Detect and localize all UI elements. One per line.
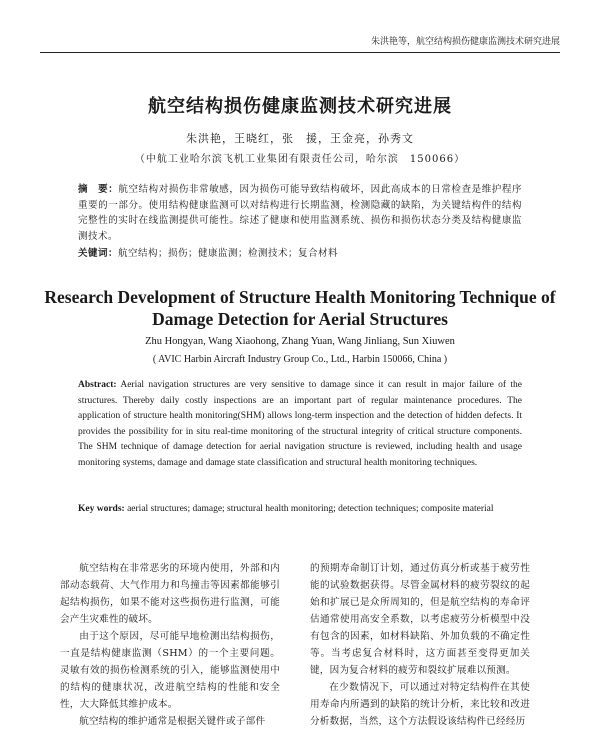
chinese-keywords-text: 航空结构；损伤；健康监测；检测技术；复合材料 bbox=[118, 248, 339, 259]
chinese-authors: 朱洪艳，王晓红，张 援，王金亮，孙秀文 bbox=[186, 132, 414, 145]
body-paragraph: 航空结构在非常恶劣的环境内使用，外部和内部动态载荷、大气作用力和鸟撞击等因素都能够引起结构损伤，如果不能对这些损伤进行监测，可能会产生灾难性的破坏。 bbox=[60, 563, 280, 625]
chinese-abstract bbox=[78, 182, 522, 244]
running-header bbox=[40, 30, 560, 53]
running-head-text: 朱洪艳等，航空结构损伤健康监测技术研究进展 bbox=[370, 37, 560, 47]
chinese-abstract-text: 航空结构对损伤非常敏感，因为损伤可能导致结构破坏，因此高成本的日常检查是维护程序重要的一部分。使用结构健康监测可以对结构进行长期监测，检测隐藏的缺陷，为关键结构件的结构完整性的实时在线监测提供可能性。综述了健康和使用监测系统、损伤和损伤状态分类及结构健康监测技术。 bbox=[78, 184, 522, 242]
chinese-title: 航空结构损伤健康监测技术研究进展 bbox=[148, 96, 452, 117]
body-paragraph: 航空结构的维护通常是根据关键件或子部件 bbox=[79, 716, 266, 727]
english-abstract bbox=[78, 378, 522, 471]
english-affiliation: ( AVIC Harbin Aircraft Industry Group Co., Ltd., Harbin 150066, China ) bbox=[152, 354, 448, 365]
body-paragraph: 在少数情况下，可以通过对特定结构件在其使用寿命内所遇到的缺陷的统计分析，来比较和改进分析数据，当然，这个方法假设该结构件已经经历 bbox=[310, 682, 530, 727]
english-abstract-text: Aerial navigation structures are very sensitive to damage since it can result in major failure of the structures. Thereby daily costly inspections are an important part of regular maintenance procedures. The application of structure health monitoring(SHM) allows long-term inspection and the detection of hidden defects. It provides the possibility for in situ real-time monitoring of the structural integrity of critical structure components. The SHM technique of damage detection for aerial navigation structure is reviewed, including health and usage monitoring systems, damage and damage state classification and structural health monitoring techniques. bbox=[78, 380, 522, 468]
chinese-keywords-label: 关键词： bbox=[78, 248, 119, 259]
english-keywords-text: aerial structures; damage; structural health monitoring; detection techniques; composite material bbox=[127, 504, 494, 514]
chinese-affiliation: （中航工业哈尔滨飞机工业集团有限责任公司，哈尔滨 150066） bbox=[134, 154, 466, 165]
chinese-keywords bbox=[78, 246, 522, 261]
english-title: Research Development of Structure Health Monitoring Technique of Damage Detection for Aerial Structures bbox=[44, 287, 556, 329]
body-column-left bbox=[60, 560, 280, 730]
english-keywords bbox=[78, 502, 522, 517]
body-paragraph: 由于这个原因，尽可能早地检测出结构损伤，一直是结构健康监测（SHM）的一个主要问题。灵敏有效的损伤检测系统的引入，能够监测使用中的结构的健康状况，改进航空结构的性能和安全性，大大降低其维护成本。 bbox=[60, 631, 280, 710]
body-paragraph: 的预期寿命制订计划，通过仿真分析或基于疲劳性能的试验数据获得。尽管金属材料的疲劳裂纹的起始和扩展已是众所周知的，但是航空结构的寿命评估通常使用高安全系数，以考虑疲劳分析模型中没有包含的因素，如材料缺陷、外加负载的不确定性等。当考虑复合材料时，这方面甚至变得更加关键，因为复合材料的疲劳和裂纹扩展难以预测。 bbox=[310, 563, 530, 676]
english-keywords-label: Key words: bbox=[78, 504, 125, 514]
body-column-right bbox=[310, 560, 530, 730]
english-authors: Zhu Hongyan, Wang Xiaohong, Zhang Yuan, Wang Jinliang, Sun Xiuwen bbox=[145, 336, 455, 347]
english-abstract-label: Abstract: bbox=[78, 380, 117, 390]
chinese-abstract-label: 摘 要： bbox=[78, 184, 119, 195]
